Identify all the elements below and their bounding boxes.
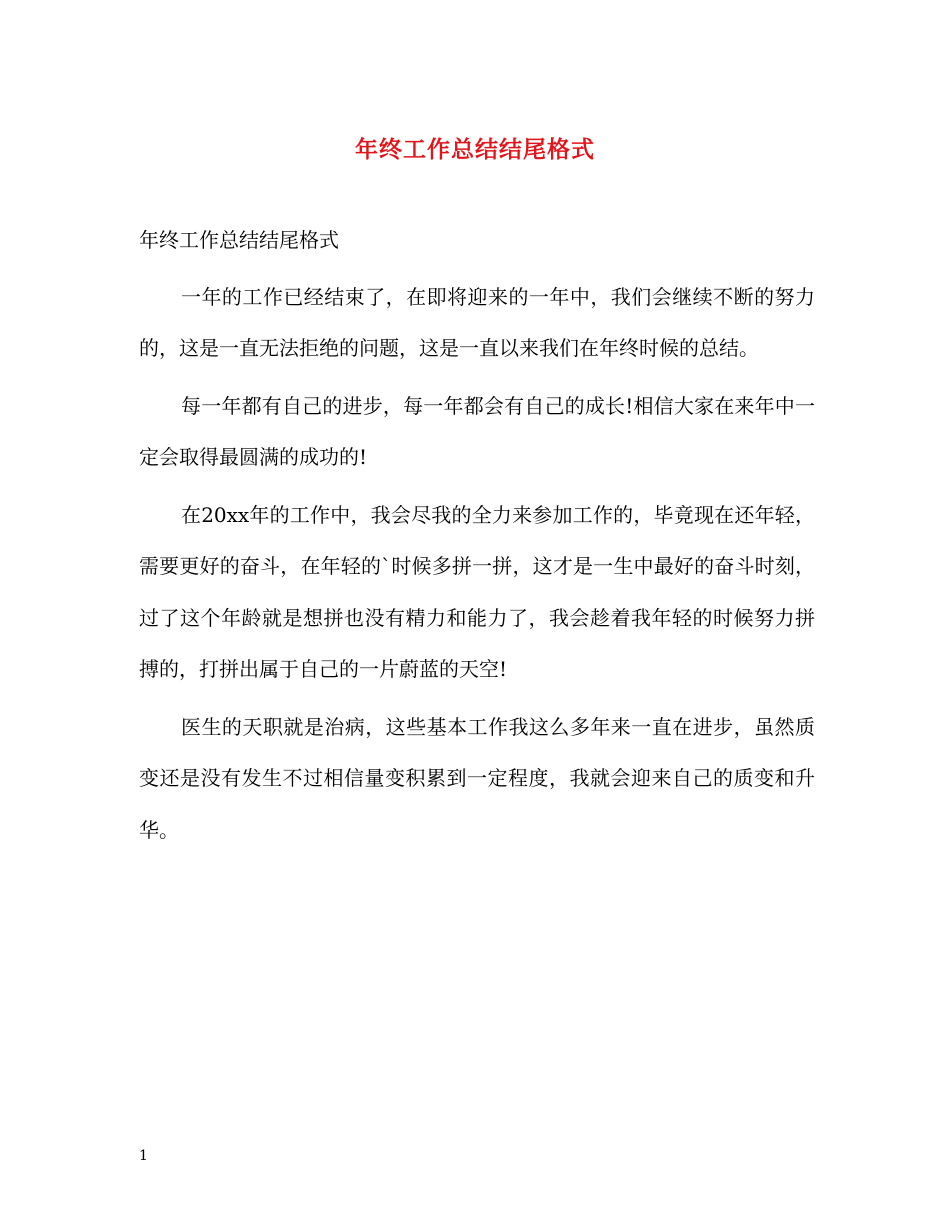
paragraph-4: 医生的天职就是治病，这些基本工作我这么多年来一直在进步，虽然质变还是没有发生不过相信量变积累到一定程度，我就会迎来自己的质变和升华。 <box>139 714 815 842</box>
page-number: 1 <box>139 1148 148 1164</box>
document-subtitle: 年终工作总结结尾格式 <box>139 228 339 252</box>
document-title: 年终工作总结结尾格式 <box>355 136 595 163</box>
paragraph-2: 每一年都有自己的进步，每一年都会有自己的成长!相信大家在来年中一定会取得最圆满的成功的! <box>139 393 815 469</box>
paragraph-3: 在20xx年的工作中，我会尽我的全力来参加工作的，毕竟现在还年轻，需要更好的奋斗，在年轻的`时候多拼一拼，这才是一生中最好的奋斗时刻，过了这个年龄就是想拼也没有精力和能力了，我会趁着我年轻的时候努力拼搏的，打拼出属于自己的一片蔚蓝的天空! <box>139 502 815 681</box>
paragraph-1: 一年的工作已经结束了，在即将迎来的一年中，我们会继续不断的努力的，这是一直无法拒绝的问题，这是一直以来我们在年终时候的总结。 <box>139 284 815 360</box>
document-body <box>139 215 815 856</box>
